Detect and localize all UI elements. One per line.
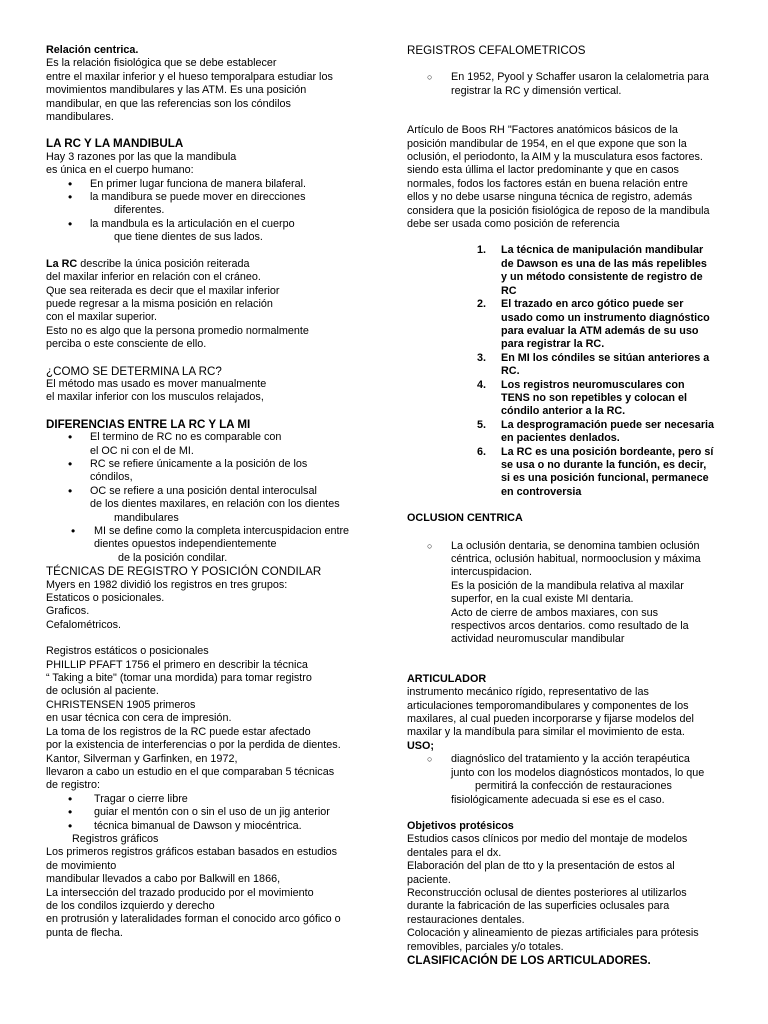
text-line: ○ La oclusión dentaria, se denomina tambien oclusión xyxy=(451,539,700,552)
text-line: y un método consistente de registro de xyxy=(501,271,703,284)
left-column xyxy=(46,44,364,940)
text-line: Los registros neuromusculares con xyxy=(501,378,685,391)
text-line: intercuspidacion. xyxy=(451,566,533,579)
text-line: La RC es una posición bordeante, pero sí xyxy=(501,445,714,458)
oclusion-centrica-heading: OCLUSION CENTRICA xyxy=(407,512,523,525)
text-line: Hay 3 razones por las que la mandibula xyxy=(46,150,237,163)
list-item xyxy=(46,458,364,485)
text-line: En MI los cóndiles se sitúan anteriores a xyxy=(501,351,710,364)
text-line: RC xyxy=(501,284,517,297)
registros-graficos-heading: Registros gráficos xyxy=(72,832,159,845)
numbered-item xyxy=(407,419,723,446)
text-line: • guiar el mentón con o sin el uso de un jig anterior xyxy=(94,806,330,819)
text-line: El método mas usado es mover manualmente xyxy=(46,377,267,390)
text-line: • El termino de RC no es comparable con xyxy=(90,431,282,444)
text-line: Los primeros registros gráficos estaban basados en estudios xyxy=(46,846,338,859)
item-number: 2. xyxy=(477,298,487,311)
text-line: Elaboración del plan de tto y la presentación de estos al xyxy=(407,860,675,873)
text-line: para registrar la RC. xyxy=(501,338,605,351)
text-line: se usa o no durante la función, es decir, xyxy=(501,458,707,471)
text-line: La técnica de manipulación mandibular xyxy=(501,244,704,257)
text-line: junto con los modelos diagnósticos montados, lo que xyxy=(451,766,705,779)
text-line: Acto de cierre de ambos maxiares, con sus xyxy=(451,606,659,619)
text-line: durante la fabricación de las superficies oclusales para xyxy=(407,900,670,913)
text-line: Es la relación fisiológica que se debe establecer xyxy=(46,57,277,70)
text-line: • la mandbula es la articulación en el cuerpo xyxy=(90,217,295,230)
text-line: cóndilo anterior a la RC. xyxy=(501,405,626,418)
text-line: CHRISTENSEN 1905 primeros xyxy=(46,698,196,711)
text-line: Estaticos o posicionales. xyxy=(46,592,165,605)
text-line: en controversia xyxy=(501,485,582,498)
text-line: del maxilar inferior en relación con el cráneo. xyxy=(46,271,261,284)
list-item xyxy=(46,178,364,191)
text-line: es única en el cuerpo humano: xyxy=(46,164,194,177)
text-line: PHILLIP PFAFT 1756 el primero en describir la técnica xyxy=(46,658,308,671)
text-line: registrar la RC y dimensión vertical. xyxy=(451,84,622,97)
text-line: siendo esta úllima el lactor predominante y que en casos xyxy=(407,164,679,177)
objetivos-heading: Objetivos protésicos xyxy=(407,819,514,832)
text-line: mandibulares. xyxy=(46,111,114,124)
text-line: el maxilar inferior con los musculos relajados, xyxy=(46,391,264,404)
text-line: mandibular llevados a cabo por Balkwill en 1866, xyxy=(46,873,281,886)
la-rc-paragraph-start xyxy=(46,258,364,271)
text-line: de Dawson es una de las más repelibles xyxy=(501,257,707,270)
text-line: puede regresar a la misma posición en relación xyxy=(46,297,273,310)
text-line: Estudios casos clínicos por medio del montaje de modelos xyxy=(407,833,688,846)
text-line: • técnica bimanual de Dawson y miocéntrica. xyxy=(94,819,302,832)
text-line: • En primer lugar funciona de manera bilaferal. xyxy=(90,177,307,190)
relacion-centrica-text xyxy=(46,57,364,124)
text-line: posición mandibular de 1954, en el que expone que son la xyxy=(407,137,687,150)
numbered-item xyxy=(407,244,723,298)
numbered-item xyxy=(407,298,723,352)
list-item xyxy=(46,485,364,525)
text-line: • Tragar o cierre libre xyxy=(94,792,188,805)
right-column xyxy=(407,44,723,967)
item-number: 4. xyxy=(477,378,487,391)
text-line: ellos y no debe usarse ninguna técnica de registro, además xyxy=(407,191,693,204)
text-line: Cefalométricos. xyxy=(46,618,122,631)
text-line: con el maxilar superior. xyxy=(46,311,158,324)
item-number: 3. xyxy=(477,351,487,364)
text-line: que tiene dientes de sus lados. xyxy=(114,231,263,244)
text-line: cóndilos, xyxy=(90,471,133,484)
text-line: paciente. xyxy=(407,873,451,886)
text-line: fisiológicamente adecuada si ese es el caso. xyxy=(451,793,665,806)
text-line: el OC ni con el de MI. xyxy=(90,444,194,457)
list-item xyxy=(46,218,364,245)
text-line: • OC se refiere a una posición dental interoculsal xyxy=(90,484,317,497)
text-line: mandibular, en que las referencias son los cóndilos xyxy=(46,97,291,110)
text-line: de la posición condilar. xyxy=(118,551,228,564)
rc-mandibula-heading: LA RC Y LA MANDIBULA xyxy=(46,137,184,151)
list-item xyxy=(46,820,364,833)
text-line: céntrica, oclusión habitual, normooclusion y máxima xyxy=(451,553,701,565)
tecnicas-heading: TÉCNICAS DE REGISTRO Y POSICIÓN CONDILAR xyxy=(46,565,322,579)
text-line: instrumento mecánico rígido, representativo de las xyxy=(407,686,649,699)
text-line: en usar técnica con cera de impresión. xyxy=(46,712,232,725)
text-line: debe ser usada como posición de referencia xyxy=(407,218,620,231)
text-line: • la mandibura se puede mover en direcciones xyxy=(90,191,306,204)
como-heading: ¿COMO SE DETERMINA LA RC? xyxy=(46,364,222,378)
list-item xyxy=(46,793,364,806)
text-line: La toma de los registros de la RC puede estar afectado xyxy=(46,725,311,738)
list-item xyxy=(46,431,364,458)
text-line: de los dientes maxilares, en relación con los dientes xyxy=(90,498,340,511)
text-line: articulaciones temporomandibulares y componentes de los xyxy=(407,699,689,712)
numbered-item xyxy=(407,379,723,419)
list-item xyxy=(407,540,723,647)
text-line: llevaron a cabo un estudio en el que comparaban 5 técnicas xyxy=(46,765,335,778)
text-line: usado como un instrumento diagnóstico xyxy=(501,311,710,324)
relacion-centrica-heading: Relación centrica. xyxy=(46,44,139,56)
list-item xyxy=(407,71,723,98)
numbered-item xyxy=(407,352,723,379)
text-line: RC. xyxy=(501,365,520,378)
text-line: maxilares, al cual pueden incorporarse y fijarse modelos del xyxy=(407,713,694,726)
text-line: superfor, en la cual existe MI dentaria. xyxy=(451,593,634,606)
text-line: en pacientes denlados. xyxy=(501,432,620,445)
text-line: si es una posición funcional, permanece xyxy=(501,472,709,485)
uso-heading: USO; xyxy=(407,739,434,752)
text-line: de registro: xyxy=(46,779,101,792)
text-line: • MI se define como la completa intercuspidacion entre xyxy=(94,525,350,537)
text-line: considera que la posición fisiológica de reposo de la mandibula xyxy=(407,204,710,217)
clasificacion-heading: CLASIFICACIÓN DE LOS ARTICULADORES. xyxy=(407,953,651,967)
text-line: describe la única posición reiterada xyxy=(77,257,250,270)
text-line: Registros estáticos o posicionales xyxy=(46,645,209,658)
text-line: entre el maxilar inferior y el hueso temporalpara estudiar los xyxy=(46,70,333,83)
text-line: Colocación y alineamiento de piezas artificiales para prótesis xyxy=(407,927,699,940)
list-item xyxy=(46,525,364,565)
text-line: Graficos. xyxy=(46,605,90,618)
text-line: oclusión, el periodonto, la AIM y la musculatura esos factores. xyxy=(407,151,703,164)
text-line: restauraciones dentales. xyxy=(407,913,525,926)
list-item xyxy=(46,191,364,218)
text-line: ○ En 1952, Pyool y Schaffer usaron la celalometria para xyxy=(451,71,709,84)
text-line: Esto no es algo que la persona promedio normalmente xyxy=(46,324,309,337)
text-line: ○ diagnóslico del tratamiento y la acción terapéutica xyxy=(451,753,690,766)
text-line: Artículo de Boos RH "Factores anatómicos básicos de la xyxy=(407,124,678,137)
text-line: TENS no son repetibles y colocan el xyxy=(501,391,687,404)
text-line: de los condilos izquierdo y derecho xyxy=(46,899,215,912)
text-line: actividad neuromuscular mandibular xyxy=(451,633,625,646)
text-line: respectivos arcos dentarios. como resultado de la xyxy=(451,620,689,633)
text-line: de movimiento xyxy=(46,859,117,872)
text-line: dentales para el dx. xyxy=(407,846,502,859)
text-line: Reconstrucción oclusal de dientes posteriores al utilizarlos xyxy=(407,886,687,899)
articulador-heading: ARTICULADOR xyxy=(407,672,487,685)
text-line: • RC se refiere únicamente a la posición de los xyxy=(90,457,308,470)
text-line: movimientos mandibulares y las ATM. Es una posición xyxy=(46,84,307,97)
la-rc-bold: La RC xyxy=(46,257,78,270)
text-line: La intersección del trazado producido por el movimiento xyxy=(46,886,314,899)
text-line: por la existencia de interferencias o por la perdida de dientes. xyxy=(46,739,341,752)
item-number: 1. xyxy=(477,244,487,257)
text-line: para evaluar la ATM además de su uso xyxy=(501,324,699,337)
text-line: removibles, parciales y/o totales. xyxy=(407,940,564,953)
list-item xyxy=(46,806,364,819)
text-line: La desprogramación puede ser necesaria xyxy=(501,418,715,431)
text-line: Es la posición de la mandibula relativa al maxilar xyxy=(451,579,684,592)
text-line: normales, fodos los factores están en buena relación entre xyxy=(407,177,688,190)
text-line: Myers en 1982 dividió los registros en tres grupos: xyxy=(46,578,288,591)
diferencias-heading: DIFERENCIAS ENTRE LA RC Y LA MI xyxy=(46,417,251,431)
text-line: maxilar y la mandíbula para similar el movimiento de esta. xyxy=(407,726,685,739)
item-number: 6. xyxy=(477,445,487,458)
list-item xyxy=(407,753,723,807)
text-line: Kantor, Silverman y Garfinken, en 1972, xyxy=(46,752,238,765)
text-line: punta de flecha. xyxy=(46,926,123,939)
text-line: en protrusión y lateralidades forman el conocido arco gófico o xyxy=(46,913,341,926)
text-line: “ Taking a bite" (tomar una mordida) para tomar registro xyxy=(46,672,312,685)
text-line: dientes opuestos independientemente xyxy=(94,538,277,551)
text-line: perciba o este consciente de ello. xyxy=(46,338,207,351)
text-line: permitirá la confección de restauraciones xyxy=(475,780,672,793)
text-line: diferentes. xyxy=(114,204,165,217)
numbered-item xyxy=(407,446,723,500)
cefalometricos-heading: REGISTROS CEFALOMETRICOS xyxy=(407,44,586,57)
text-line: Que sea reiterada es decir que el maxilar inferior xyxy=(46,284,280,297)
text-line: El trazado en arco gótico puede ser xyxy=(501,298,684,311)
text-line: de oclusión al paciente. xyxy=(46,685,159,698)
item-number: 5. xyxy=(477,418,487,431)
text-line: mandibulares xyxy=(114,511,179,524)
